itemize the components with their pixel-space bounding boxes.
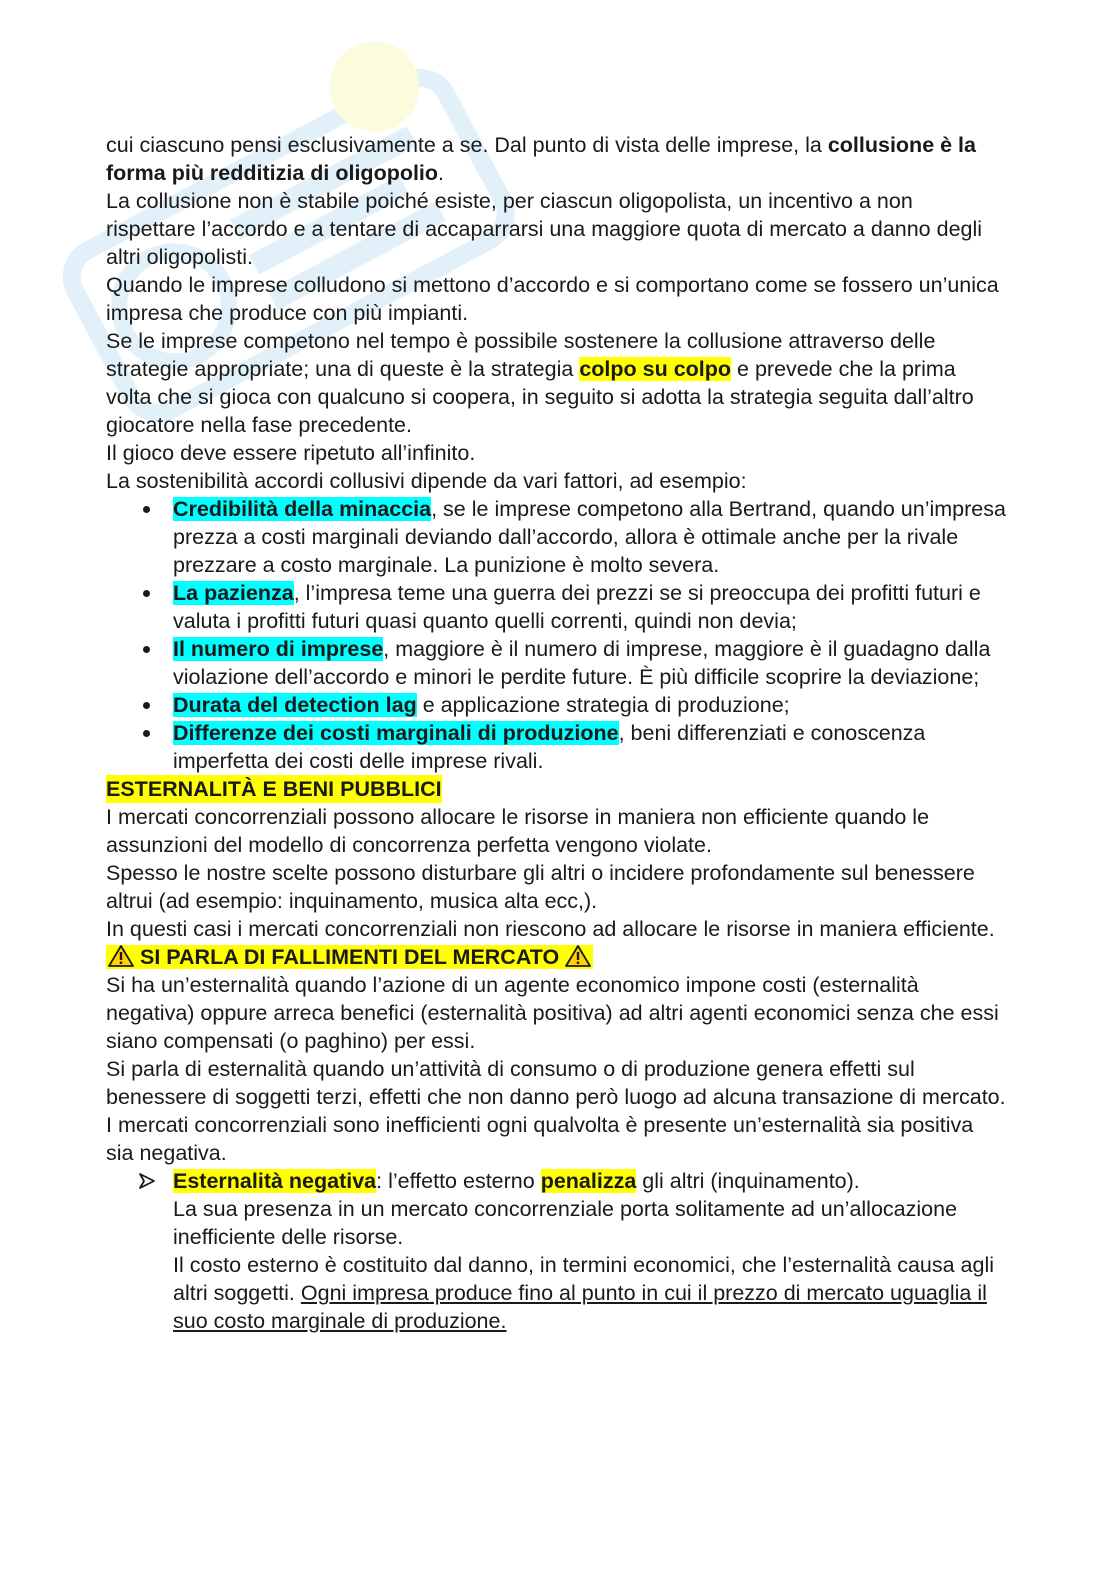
warning-banner (106, 945, 593, 969)
text-span: , l’impresa teme una guerra dei prezzi se si preoccupa dei profitti futuri e valuta i profitti futuri quasi quanto quelli correnti, quindi non devia; (173, 581, 981, 633)
paragraph: Spesso le nostre scelte possono disturbare gli altri o incidere profondamente sul benessere altrui (ad esempio: inquinamento, musica alta ecc,). (106, 861, 975, 913)
paragraph: Quando le imprese colludono si mettono d’accordo e si comportano come se fossero un’unica impresa che produce con più impianti. (106, 273, 999, 325)
bold-text: collusione è la forma più redditizia di oligopolio (106, 133, 976, 185)
highlight-term: Durata del detection lag (173, 693, 417, 717)
section-title: ESTERNALITÀ E BENI PUBBLICI (106, 777, 442, 801)
text-span: , maggiore è il numero di imprese, maggiore è il guadagno dalla violazione dell’accordo e minori le perdite future. È più difficile scoprire la deviazione; (173, 637, 991, 689)
highlight-term: La pazienza (173, 581, 294, 605)
text-span: e applicazione strategia di produzione; (416, 693, 790, 717)
text-span: e prevede che la prima volta che si gioca con qualcuno si coopera, in seguito si adotta la strategia seguita dall’altro giocatore nella fase precedente. (106, 357, 974, 437)
factors-list (106, 495, 1006, 775)
paragraph (106, 131, 1006, 187)
highlight-text: colpo su colpo (579, 357, 732, 381)
text-span: gli altri (inquinamento). (642, 1169, 860, 1193)
highlight-text: penalizza (540, 1169, 637, 1193)
text-span: Se le imprese competono nel tempo è possibile sostenere la collusione attraverso delle strategie appropriate; una di queste è la strategia (106, 329, 936, 381)
highlight-term: Differenze dei costi marginali di produzione (173, 721, 619, 745)
paragraph: I mercati concorrenziali possono allocare le risorse in maniera non efficiente quando le assunzioni del modello di concorrenza perfetta vengono violate. (106, 805, 930, 857)
externality-list (106, 1167, 1006, 1335)
paragraph: La collusione non è stabile poiché esiste, per ciascun oligopolista, un incentivo a non rispettare l’accordo e a tentare di accaparrarsi una maggiore quota di mercato a danno degli altri oligopolisti. (106, 189, 983, 269)
list-item (106, 635, 1006, 691)
highlight-term: Credibilità della minaccia (173, 497, 432, 521)
list-item (106, 691, 1006, 719)
underlined-text: Ogni impresa produce fino al punto in cui il prezzo di mercato uguaglia il suo costo marginale di produzione. (173, 1281, 987, 1333)
paragraph: Si parla di esternalità quando un’attività di consumo o di produzione genera effetti sul benessere di soggetti terzi, effetti che non danno però luogo ad alcuna transazione di mercato. (106, 1057, 1006, 1109)
list-item (106, 719, 1006, 775)
warning-heading (106, 943, 1006, 971)
document-body (106, 131, 1006, 1335)
paragraph: I mercati concorrenziali sono inefficienti ogni qualvolta è presente un’esternalità sia positiva sia negativa. (106, 1113, 974, 1165)
list-item (106, 1167, 1006, 1335)
text-span: : l’effetto esterno (376, 1169, 535, 1193)
highlight-term: Esternalità negativa (173, 1169, 377, 1193)
text-span: La sua presenza in un mercato concorrenziale porta solitamente ad un’allocazione inefficiente delle risorse. (173, 1197, 958, 1249)
section-heading (106, 775, 1006, 803)
paragraph: In questi casi i mercati concorrenziali non riescono ad allocare le risorse in maniera efficiente. (106, 917, 995, 941)
text-span: , beni differenziati e conoscenza imperfetta dei costi delle imprese rivali. (173, 721, 926, 773)
paragraph (106, 327, 1006, 439)
text-span: , se le imprese competono alla Bertrand, quando un’impresa prezza a costi marginali deviando dall’accordo, allora è ottimale anche per la rivale prezzare a costo marginale. La punizione è molto severa. (173, 497, 1006, 577)
arrow-bullet-icon (138, 1172, 156, 1190)
text-span: Il costo esterno è costituito dal danno, in termini economici, che l’esternalità causa agli altri soggetti. (173, 1253, 995, 1305)
text-span: cui ciascuno pensi esclusivamente a se. Dal punto di vista delle imprese, la (106, 133, 822, 157)
list-item (106, 495, 1006, 579)
warning-icon (565, 945, 591, 967)
paragraph: La sostenibilità accordi collusivi dipende da vari fattori, ad esempio: (106, 469, 747, 493)
warning-icon (108, 945, 134, 967)
paragraph: Si ha un’esternalità quando l’azione di un agente economico impone costi (esternalità negativa) oppure arreca benefici (esternalità positiva) ad altri agenti economici senza che essi siano compensati (o paghino) per essi. (106, 973, 999, 1053)
list-item (106, 579, 1006, 635)
highlight-term: Il numero di imprese (173, 637, 384, 661)
text-span: . (438, 161, 445, 185)
paragraph: Il gioco deve essere ripetuto all’infinito. (106, 441, 476, 465)
warning-text: SI PARLA DI FALLIMENTI DEL MERCATO (139, 945, 560, 969)
